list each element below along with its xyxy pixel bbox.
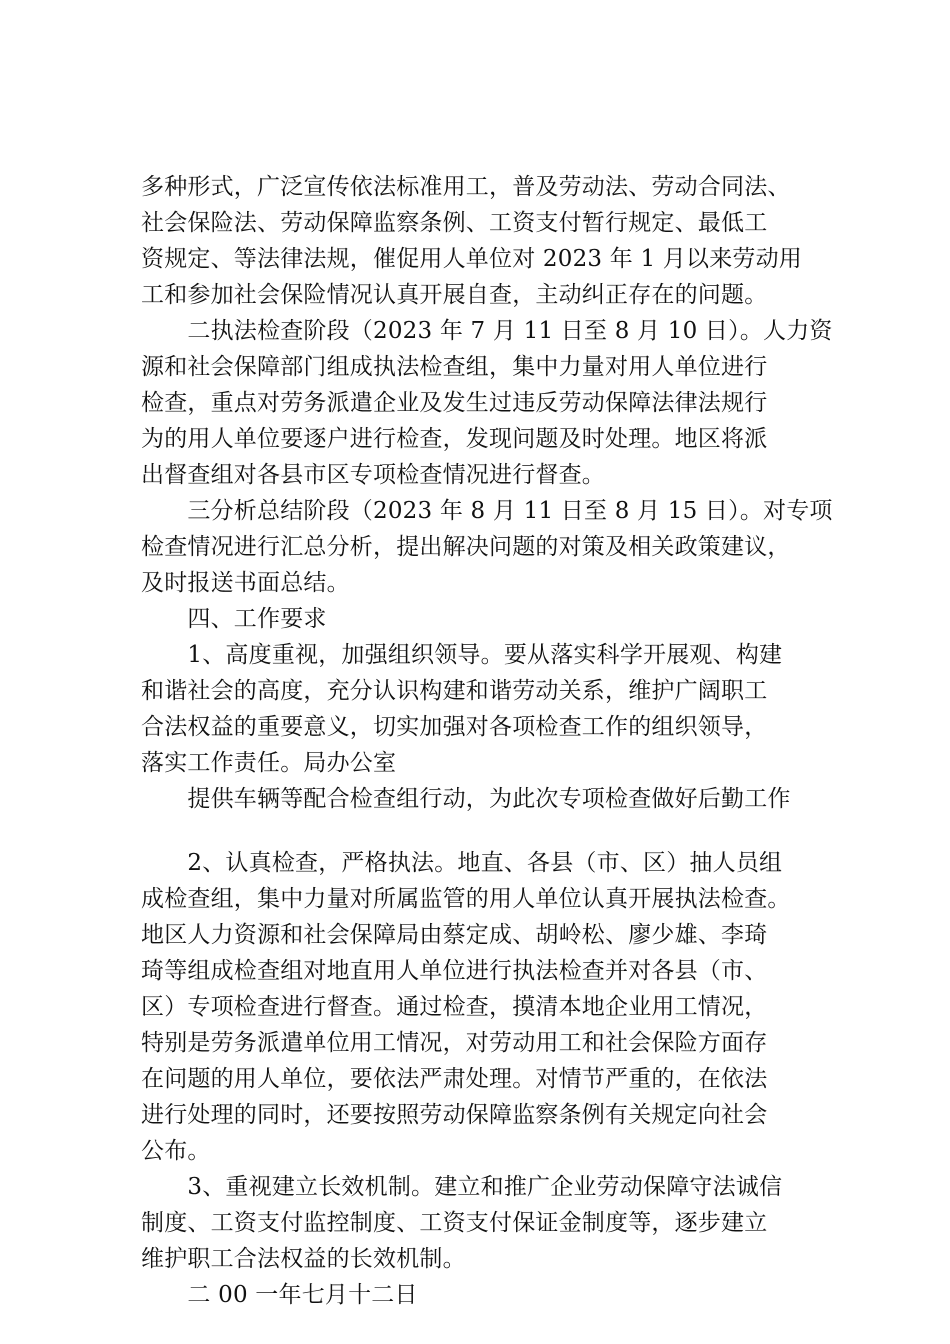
body-text-line: 提供车辆等配合检查组行动，为此次专项检查做好后勤工作 xyxy=(141,786,791,812)
body-text-line: 成检查组，集中力量对所属监管的用人单位认真开展执法检查。 xyxy=(141,886,791,912)
body-text-line: 资规定、等法律法规，催促用人单位对 2023 年 1 月以来劳动用 xyxy=(141,246,803,272)
body-text-line: 3、重视建立长效机制。建立和推广企业劳动保障守法诚信 xyxy=(141,1174,783,1200)
body-text-line: 制度、工资支付监控制度、工资支付保证金制度等，逐步建立 xyxy=(141,1210,768,1236)
date-line: 二 00 一年七月十二日 xyxy=(141,1282,418,1308)
body-text-line: 维护职工合法权益的长效机制。 xyxy=(141,1246,466,1272)
body-text-line: 源和社会保障部门组成执法检查组，集中力量对用人单位进行 xyxy=(141,354,768,380)
body-text-line: 2、认真检查，严格执法。地直、各县（市、区）抽人员组 xyxy=(141,850,783,876)
body-text-line: 二执法检查阶段（2023 年 7 月 11 日至 8 月 10 日）。人力资 xyxy=(141,318,833,344)
body-text-line: 社会保险法、劳动保障监察条例、工资支付暂行规定、最低工 xyxy=(141,210,768,236)
body-text-line: 区）专项检查进行督查。通过检查，摸清本地企业用工情况， xyxy=(141,994,768,1020)
section-heading: 四、工作要求 xyxy=(141,606,327,632)
body-text-line: 出督查组对各县市区专项检查情况进行督查。 xyxy=(141,462,605,488)
body-text-line: 及时报送书面总结。 xyxy=(141,570,350,596)
body-text-line: 合法权益的重要意义，切实加强对各项检查工作的组织领导， xyxy=(141,714,768,740)
body-text-line: 进行处理的同时，还要按照劳动保障监察条例有关规定向社会 xyxy=(141,1102,768,1128)
body-text-line: 检查，重点对劳务派遣企业及发生过违反劳动保障法律法规行 xyxy=(141,390,768,416)
body-text-line: 为的用人单位要逐户进行检查，发现问题及时处理。地区将派 xyxy=(141,426,768,452)
body-text-line: 三分析总结阶段（2023 年 8 月 11 日至 8 月 15 日）。对专项 xyxy=(141,498,833,524)
body-text-line: 多种形式，广泛宣传依法标准用工，普及劳动法、劳动合同法、 xyxy=(141,174,791,200)
body-text-line: 1、高度重视，加强组织领导。要从落实科学开展观、构建 xyxy=(141,642,783,668)
body-text-line: 公布。 xyxy=(141,1138,211,1164)
body-text-line: 特别是劳务派遣单位用工情况，对劳动用工和社会保险方面存 xyxy=(141,1030,768,1056)
body-text-line: 和谐社会的高度，充分认识构建和谐劳动关系，维护广阔职工 xyxy=(141,678,768,704)
body-text-line: 检查情况进行汇总分析，提出解决问题的对策及相关政策建议， xyxy=(141,534,791,560)
body-text-line: 琦等组成检查组对地直用人单位进行执法检查并对各县（市、 xyxy=(141,958,768,984)
body-text-line: 落实工作责任。局办公室 xyxy=(141,750,397,776)
body-text-line: 在问题的用人单位，要依法严肃处理。对情节严重的，在依法 xyxy=(141,1066,768,1092)
body-text-line: 地区人力资源和社会保障局由蔡定成、胡岭松、廖少雄、李琦 xyxy=(141,922,768,948)
body-text-line: 工和参加社会保险情况认真开展自查，主动纠正存在的问题。 xyxy=(141,282,768,308)
